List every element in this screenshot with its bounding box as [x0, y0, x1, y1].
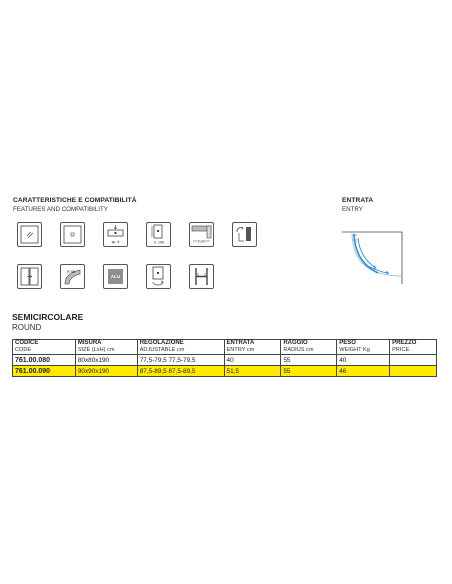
header-radius: RAGGIO RADIUS cm [281, 340, 337, 355]
header-code: CODICE CODE [13, 340, 76, 355]
entry-diagram [338, 226, 406, 288]
table-header-row [13, 340, 437, 355]
table-row [13, 355, 437, 366]
curved-tray-label: R 55 [67, 270, 76, 274]
height-label: h. 190 [154, 240, 164, 245]
handle-icon [189, 264, 214, 289]
wall-adjustment-label: 2 cm [197, 239, 206, 244]
cell-adjustable: 87,5-89,5 87,5-89,5 [137, 366, 224, 377]
alu-label: ALU [108, 269, 123, 284]
header-price: PREZZO PRICE [390, 340, 437, 355]
height-icon [146, 222, 171, 247]
cell-radius: 55 [281, 355, 337, 366]
cell-entry: 51,5 [224, 366, 281, 377]
aluminium-profile-icon [103, 264, 128, 289]
frosted-glass-icon [60, 222, 85, 247]
wall-adjustment-icon [189, 222, 214, 247]
cell-code: 761.00.080 [13, 355, 76, 366]
cell-radius: 55 [281, 366, 337, 377]
cell-adjustable: 77,5-79,5 77,5-79,5 [137, 355, 224, 366]
entry-title: ENTRATA [342, 197, 374, 204]
table-row-highlighted [13, 366, 437, 377]
entry-subtitle: ENTRY [342, 206, 363, 213]
cell-code: 761.00.090 [13, 366, 76, 377]
glass-thickness-label: sp. 6 [111, 240, 120, 244]
model-subtitle: ROUND [12, 323, 42, 332]
header-entry: ENTRATA ENTRY cm [224, 340, 281, 355]
curved-tray-icon [60, 264, 85, 289]
features-title: CARATTERISTICHE E COMPATIBILITÀ [13, 197, 137, 204]
header-adjustable: REGOLAZIONE ADJUSTABLE cm [137, 340, 224, 355]
cell-price [390, 366, 437, 377]
curved-arrow-1 [358, 238, 376, 268]
model-title: SEMICIRCOLARE [12, 312, 84, 322]
cell-entry: 40 [224, 355, 281, 366]
cell-weight: 40 [337, 355, 390, 366]
cell-price [390, 355, 437, 366]
sliding-door-icon [17, 264, 42, 289]
spec-table [12, 339, 437, 377]
header-weight: PESO WEIGHT Kg [337, 340, 390, 355]
glass-thickness-icon [103, 222, 128, 247]
glass-panel-icon [17, 222, 42, 247]
cell-weight: 46 [337, 366, 390, 377]
cell-size: 80x80x190 [75, 355, 137, 366]
header-size: MISURA SIZE (LxH) cm [75, 340, 137, 355]
cell-size: 90x90x190 [75, 366, 137, 377]
curved-glass-outline [352, 232, 402, 276]
features-subtitle: FEATURES AND COMPATIBILITY [13, 206, 108, 213]
easy-clean-icon [146, 264, 171, 289]
reversible-install-icon [232, 222, 257, 247]
